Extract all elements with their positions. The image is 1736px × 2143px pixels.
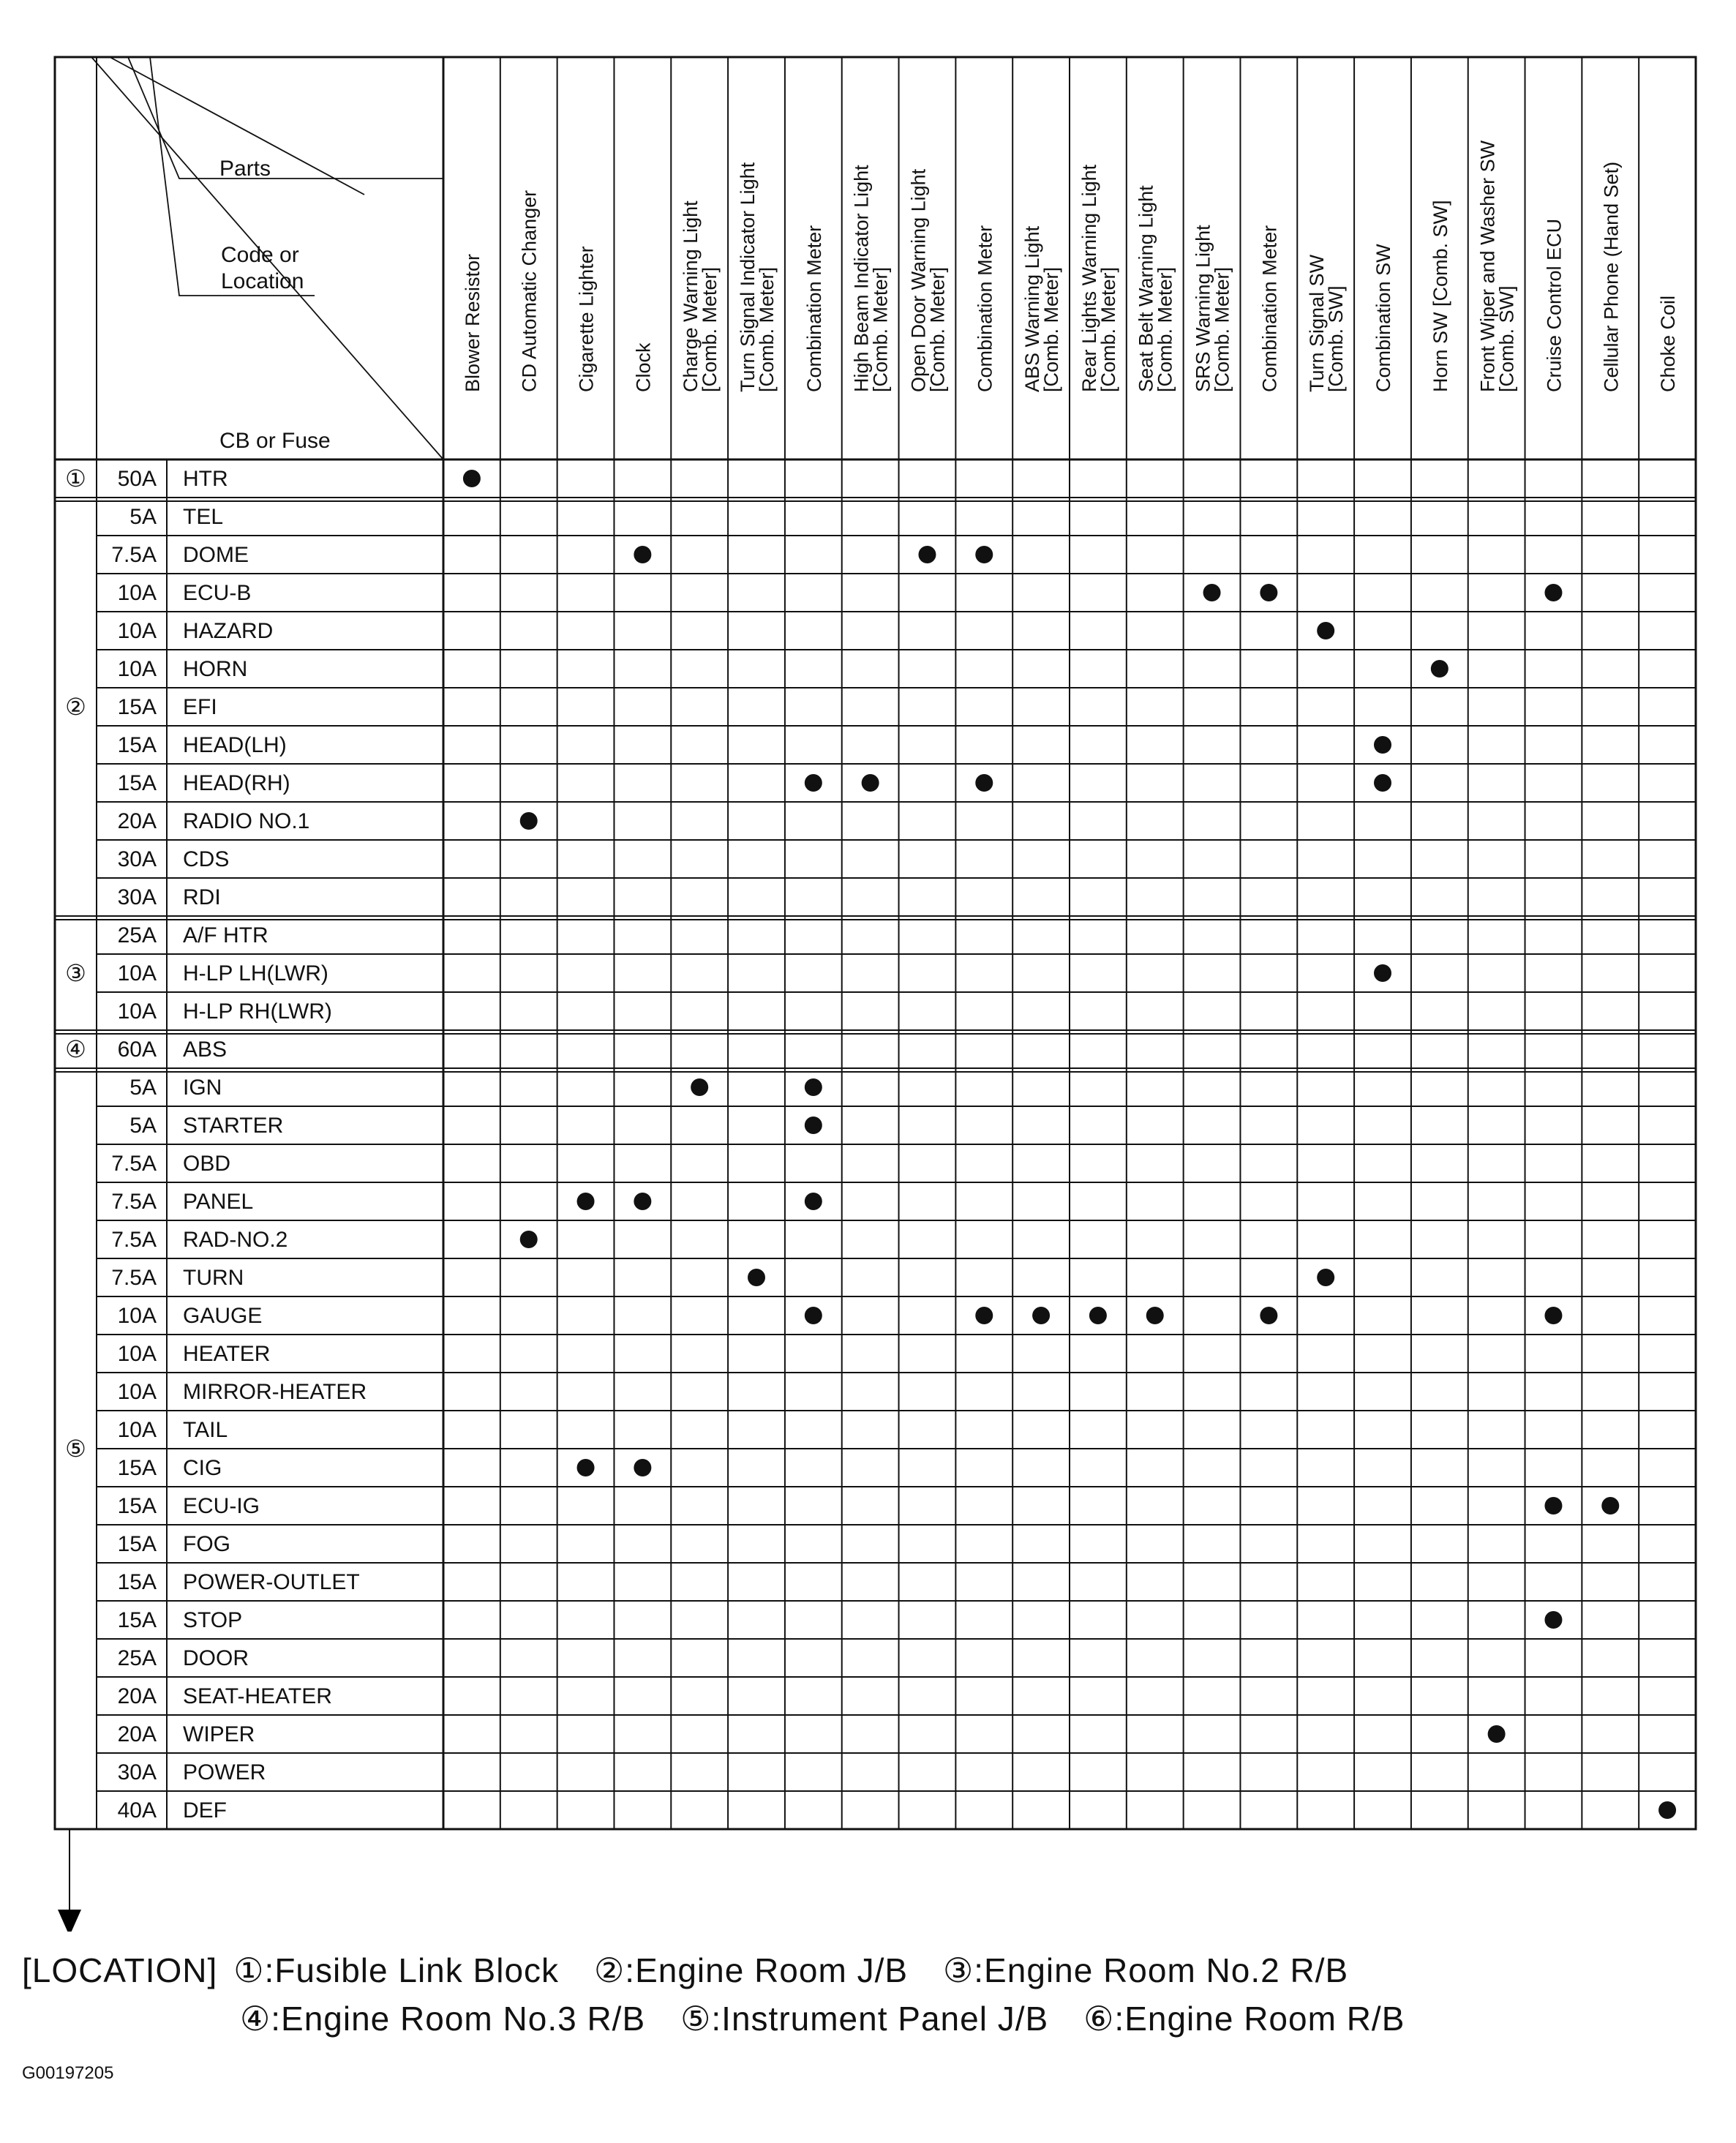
fuse-amperage: 15A [117, 695, 157, 719]
legend-item-5: ⑤:Instrument Panel J/B [680, 2000, 1049, 2038]
column-header-label: SRS Warning Light [1192, 225, 1214, 392]
fuse-amperage: 5A [129, 505, 157, 529]
fuse-amperage: 10A [117, 1304, 157, 1328]
fuse-amperage: 10A [117, 1418, 157, 1442]
fuse-name: CDS [183, 847, 230, 871]
connection-dot [1317, 1269, 1334, 1286]
connection-dot [805, 1193, 822, 1210]
column-header-label: Horn SW [Comb. SW] [1429, 200, 1451, 392]
fuse-name: ECU-IG [183, 1494, 260, 1518]
connection-dot [463, 470, 481, 487]
fuse-name: CIG [183, 1456, 222, 1480]
fuse-amperage: 10A [117, 1380, 157, 1404]
fuse-amperage: 15A [117, 771, 157, 795]
connection-dot [1658, 1801, 1676, 1819]
fuse-amperage: 50A [117, 467, 157, 491]
location-code: ⑤ [65, 1435, 86, 1462]
connection-dot [975, 774, 993, 792]
fuse-amperage: 7.5A [111, 543, 157, 567]
fuse-name: STOP [183, 1608, 243, 1632]
connection-dot [1374, 736, 1391, 754]
parts-label: Parts [219, 157, 271, 181]
fuse-name: FOG [183, 1532, 230, 1556]
connection-dot [1203, 584, 1221, 601]
fuse-amperage: 7.5A [111, 1266, 157, 1290]
column-header-label: Combination Meter [803, 225, 825, 392]
legend-title: [LOCATION] [22, 1951, 218, 1989]
fuse-amperage: 7.5A [111, 1190, 157, 1214]
fuse-name: STARTER [183, 1114, 284, 1138]
column-header-label: [Comb. SW] [1325, 285, 1348, 392]
fuse-amperage: 5A [129, 1076, 157, 1100]
column-header-label: [Comb. Meter] [1040, 266, 1063, 392]
column-header-label: Combination SW [1372, 244, 1394, 392]
connection-dot [748, 1269, 765, 1286]
fuse-amperage: 30A [117, 1760, 157, 1784]
column-header-label: Combination Meter [1258, 225, 1281, 392]
connection-dot [1374, 774, 1391, 792]
column-header-label: [Comb. Meter] [1097, 266, 1119, 392]
column-header-label: [Comb. Meter] [869, 266, 892, 392]
fuse-name: OBD [183, 1152, 231, 1176]
fuse-label: CB or Fuse [219, 429, 331, 453]
legend-item-4: ④:Engine Room No.3 R/B [240, 2000, 646, 2038]
fuse-amperage: 30A [117, 847, 157, 871]
column-header-label: [Comb. Meter] [1154, 266, 1176, 392]
fuse-amperage: 10A [117, 657, 157, 681]
fuse-amperage: 25A [117, 923, 157, 947]
fuse-name: HAZARD [183, 619, 274, 643]
legend-item-6: ⑥:Engine Room R/B [1083, 2000, 1405, 2038]
fuse-amperage: 10A [117, 961, 157, 986]
fuse-name: GAUGE [183, 1304, 263, 1328]
column-header-label: Choke Coil [1657, 295, 1680, 392]
column-header-label: Charge Warning Light [680, 200, 702, 392]
location-code: ② [65, 694, 86, 720]
fuse-name: RADIO NO.1 [183, 809, 310, 833]
fuse-name: EFI [183, 695, 217, 719]
fuse-name: DEF [183, 1798, 227, 1823]
connection-dot [1544, 1307, 1562, 1324]
connection-dot [1260, 584, 1277, 601]
location-legend [22, 1946, 1440, 2043]
column-header-label: Combination Meter [974, 225, 996, 392]
fuse-amperage: 15A [117, 1570, 157, 1594]
column-header-label: CD Automatic Changer [518, 189, 541, 392]
connection-dot [1488, 1725, 1506, 1743]
fuse-amperage: 60A [117, 1037, 157, 1062]
fuse-name: RDI [183, 885, 221, 909]
fuse-amperage: 30A [117, 885, 157, 909]
fuse-amperage: 20A [117, 809, 157, 833]
connection-dot [805, 1307, 822, 1324]
fuse-amperage: 10A [117, 999, 157, 1024]
arrow-down-icon [58, 1910, 81, 1932]
column-header-label: [Comb. Meter] [926, 266, 949, 392]
column-header-label: [Comb. SW] [1495, 285, 1518, 392]
column-header-label: ABS Warning Light [1021, 225, 1044, 392]
fuse-name: IGN [183, 1076, 222, 1100]
connection-dot [634, 1459, 651, 1476]
column-header-label: Front Wiper and Washer SW [1476, 140, 1499, 392]
column-header-label: [Comb. Meter] [1211, 266, 1233, 392]
connection-dot [634, 546, 651, 563]
fuse-amperage: 15A [117, 1608, 157, 1632]
fuse-name: ABS [183, 1037, 228, 1062]
fuse-name: A/F HTR [183, 923, 268, 947]
column-header-label: Clock [632, 342, 655, 392]
fuse-name: HORN [183, 657, 248, 681]
fuse-name: HEAD(LH) [183, 733, 287, 757]
fuse-amperage: 10A [117, 619, 157, 643]
connection-dot [1032, 1307, 1050, 1324]
connection-dot [862, 774, 879, 792]
connection-dot [918, 546, 936, 563]
connection-dot [1260, 1307, 1277, 1324]
connection-dot [805, 1116, 822, 1134]
fuse-name: HTR [183, 467, 228, 491]
connection-dot [975, 546, 993, 563]
fuse-name: POWER [183, 1760, 266, 1784]
column-header-label: Cigarette Lighter [575, 246, 598, 392]
fuse-amperage: 20A [117, 1684, 157, 1708]
fuse-name: SEAT-HEATER [183, 1684, 332, 1708]
connection-dot [1431, 660, 1448, 678]
column-header-label: Blower Resistor [461, 253, 484, 392]
code-label: Code or [221, 243, 299, 267]
fuse-name: TURN [183, 1266, 244, 1290]
fuse-amperage: 7.5A [111, 1152, 157, 1176]
connection-dot [520, 812, 538, 830]
fuse-amperage: 20A [117, 1722, 157, 1746]
fuse-name: H-LP RH(LWR) [183, 999, 332, 1024]
parts-leader-line [128, 57, 443, 179]
connection-dot [1089, 1307, 1107, 1324]
connection-dot [1374, 964, 1391, 982]
connection-dot [1146, 1307, 1164, 1324]
connection-dot [1544, 1497, 1562, 1515]
legend-item-3: ③:Engine Room No.2 R/B [943, 1951, 1349, 1989]
fuse-name: RAD-NO.2 [183, 1228, 288, 1252]
fuse-amperage: 10A [117, 1342, 157, 1366]
fuse-amperage: 7.5A [111, 1228, 157, 1252]
fuse-name: TAIL [183, 1418, 228, 1442]
fuse-name: PANEL [183, 1190, 254, 1214]
fuse-name: DOOR [183, 1646, 249, 1670]
legend-item-1: ①:Fusible Link Block [233, 1951, 560, 1989]
location-code: ④ [65, 1036, 86, 1062]
connection-dot [1544, 584, 1562, 601]
connection-dot [1317, 622, 1334, 639]
fuse-name: H-LP LH(LWR) [183, 961, 328, 986]
column-header-label: Seat Belt Warning Light [1135, 185, 1157, 392]
fuse-name: POWER-OUTLET [183, 1570, 360, 1594]
connection-dot [577, 1459, 595, 1476]
fuse-amperage: 15A [117, 733, 157, 757]
legend-item-2: ②:Engine Room J/B [594, 1951, 909, 1989]
connection-dot [805, 1078, 822, 1096]
column-header-label: Cellular Phone (Hand Set) [1600, 161, 1623, 392]
connection-dot [634, 1193, 651, 1210]
fuse-name: WIPER [183, 1722, 255, 1746]
column-header-label: Open Door Warning Light [907, 168, 930, 392]
column-header-label: Turn Signal SW [1306, 254, 1329, 392]
fuse-amperage: 10A [117, 581, 157, 605]
fuse-amperage: 15A [117, 1494, 157, 1518]
fuse-amperage: 40A [117, 1798, 157, 1823]
image-code: G00197205 [22, 2063, 114, 2083]
connection-dot [691, 1078, 708, 1096]
location-code: ③ [65, 960, 86, 986]
connection-dot [1544, 1611, 1562, 1629]
connection-dot [805, 774, 822, 792]
fuse-name: HEAD(RH) [183, 771, 290, 795]
fuse-name: TEL [183, 505, 224, 529]
column-header-label: [Comb. Meter] [756, 266, 778, 392]
fuse-name: MIRROR-HEATER [183, 1380, 367, 1404]
fuse-name: DOME [183, 543, 249, 567]
location-label: Location [221, 269, 304, 293]
location-code: ① [65, 465, 86, 492]
fuse-amperage: 15A [117, 1532, 157, 1556]
column-header-label: Cruise Control ECU [1543, 218, 1566, 392]
connection-dot [577, 1193, 595, 1210]
fuse-amperage: 25A [117, 1646, 157, 1670]
connection-dot [975, 1307, 993, 1324]
fuse-name: HEATER [183, 1342, 271, 1366]
fuse-name: ECU-B [183, 581, 252, 605]
fuse-amperage: 5A [129, 1114, 157, 1138]
connection-dot [520, 1231, 538, 1248]
column-header-label: High Beam Indicator Light [850, 165, 873, 392]
fuse-amperage: 15A [117, 1456, 157, 1480]
connection-dot [1601, 1497, 1619, 1515]
column-header-label: Turn Signal Indicator Light [737, 162, 759, 392]
column-header-label: Rear Lights Warning Light [1078, 164, 1100, 392]
column-header-label: [Comb. Meter] [699, 266, 721, 392]
